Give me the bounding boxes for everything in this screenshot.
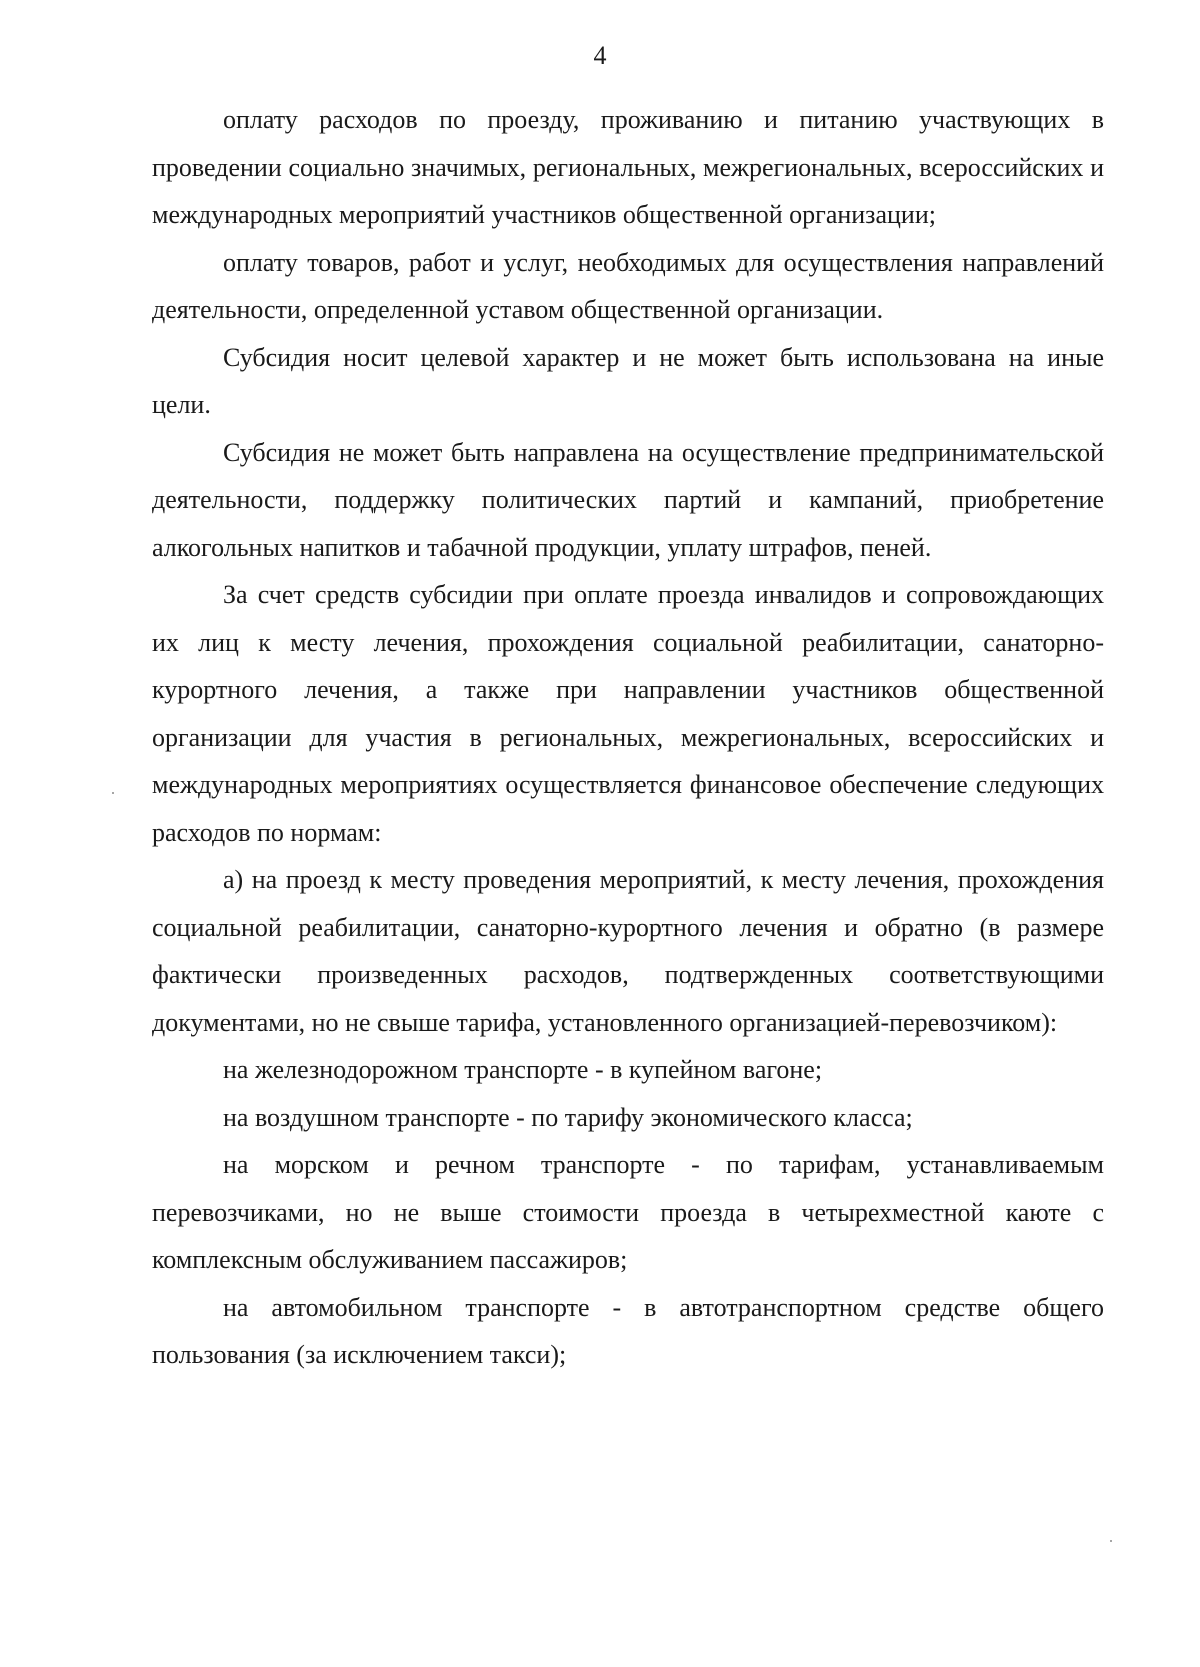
paragraph-air-transport: на воздушном транспорте - по тарифу экономического класса;: [223, 1102, 913, 1132]
paragraph-financing-norms: За счет средств субсидии при оплате проезда инвалидов и сопровождающих их лиц к месту лечения, прохождения социальной реабилитации, санаторно-курортного лечения, а также при направлении участников общественной организации для участия в региональных, межрегиональных, всероссийских и международных мероприятиях осуществляется финансовое обеспечение следующих расходов по нормам:: [152, 580, 1104, 847]
paragraph-sea-river-transport: на морском и речном транспорте - по тарифам, устанавливаемым перевозчиками, но не выше стоимости проезда в четырехместной каюте с комплексным обслуживанием пассажиров;: [152, 1150, 1104, 1274]
paragraph-subsidy-restrictions: Субсидия не может быть направлена на осуществление предпринимательской деятельности, поддержку политических партий и кампаний, приобретение алкогольных напитков и табачной продукции, уплату штрафов, пеней.: [152, 437, 1104, 562]
page-number: 4: [593, 41, 607, 70]
document-body: [152, 96, 1104, 1379]
paragraph-goods-services: оплату товаров, работ и услуг, необходимых для осуществления направлений деятельности, определенной уставом общественной организации.: [152, 247, 1104, 324]
paragraph-rail-transport: на железнодорожном транспорте - в купейном вагоне;: [223, 1055, 823, 1084]
scan-speck-bottom-right: [1110, 1540, 1112, 1542]
paragraph-road-transport: на автомобильном транспорте - в автотранспортном средстве общего пользования (за исключением такси);: [152, 1292, 1104, 1369]
paragraph-travel-expenses: оплату расходов по проезду, проживанию и питанию участвующих в проведении социально значимых, региональных, межрегиональных, всероссийских и международных мероприятий участников общественной организации;: [152, 105, 1104, 229]
scan-speck-left: [112, 792, 114, 794]
paragraph-subsidy-purpose: Субсидия носит целевой характер и не может быть использована на иные цели.: [152, 342, 1104, 419]
paragraph-travel-to-events: а) на проезд к месту проведения мероприятий, к месту лечения, прохождения социальной реабилитации, санаторно-курортного лечения и обратно (в размере фактически произведенных расходов, подтвержденных соответствующими документами, но не свыше тарифа, установленного организацией-перевозчиком):: [152, 865, 1104, 1037]
